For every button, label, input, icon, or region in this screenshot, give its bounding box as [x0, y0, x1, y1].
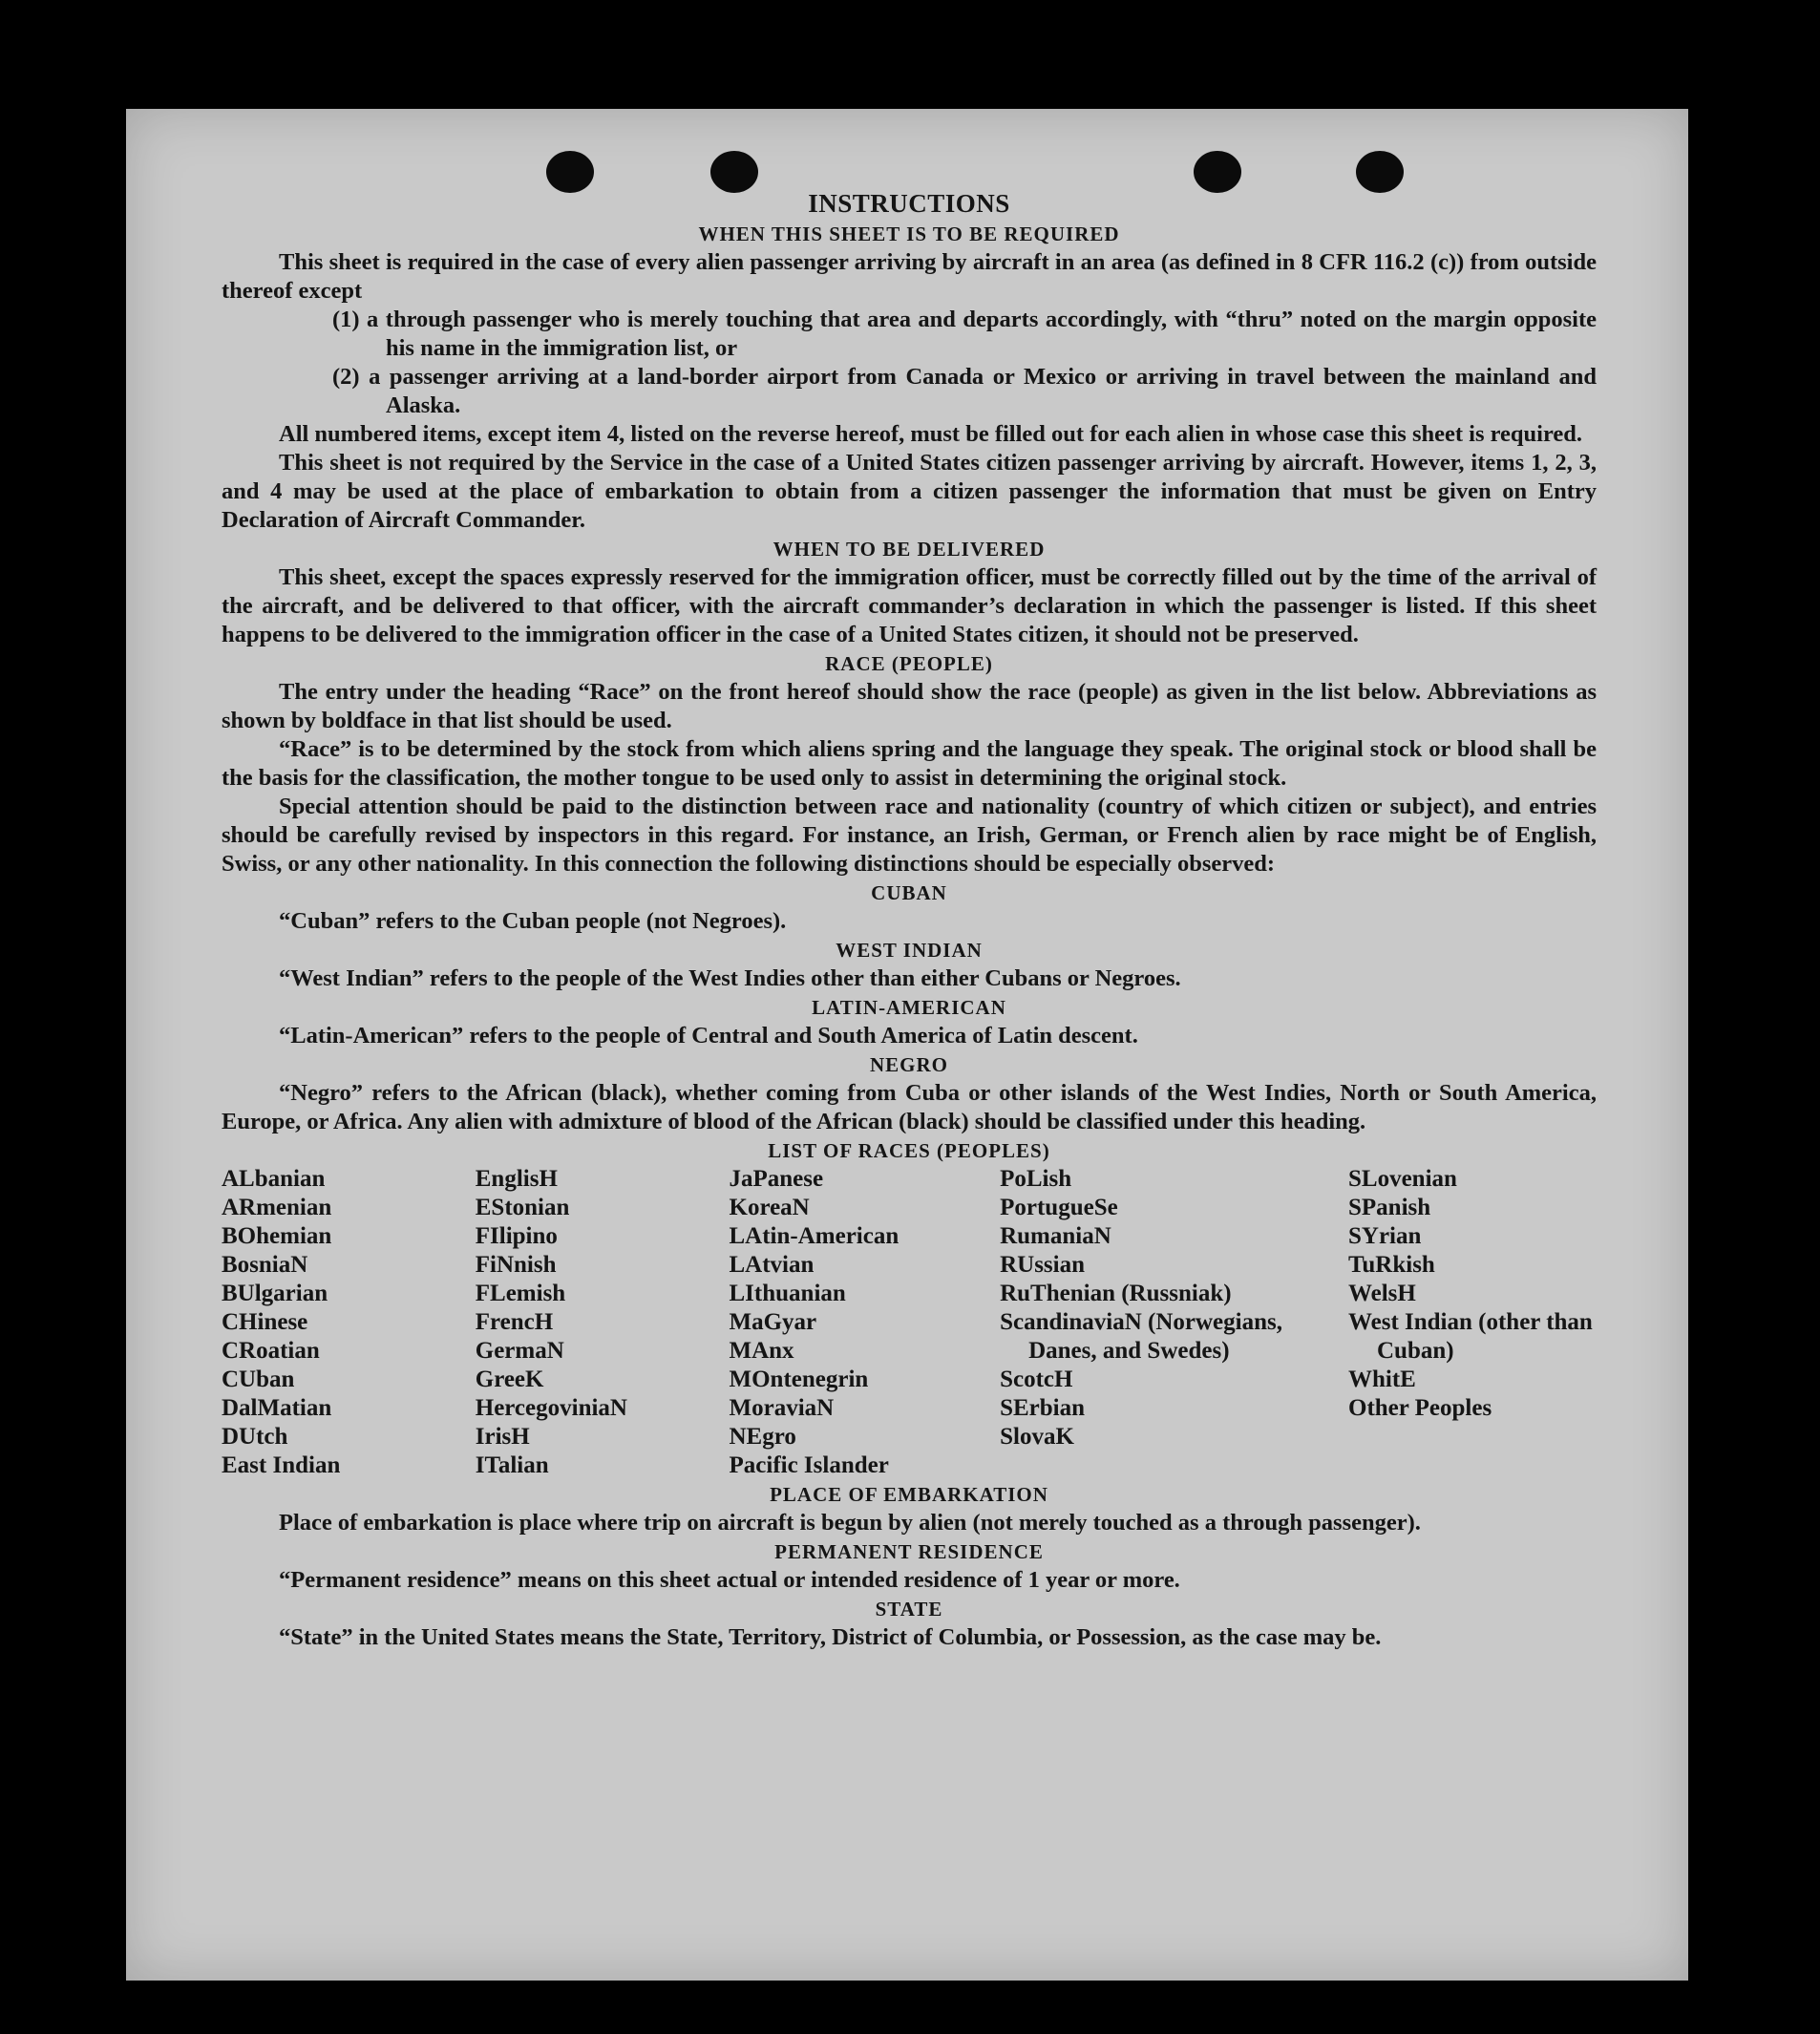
page-title: INSTRUCTIONS: [808, 189, 1010, 218]
race-item: BOhemian: [222, 1223, 332, 1249]
race-item: ScandinaviaN (Norwegians, Danes, and Swedes): [1000, 1309, 1282, 1364]
race-item: GreeK: [475, 1367, 544, 1392]
heading-negro: NEGRO: [869, 1053, 948, 1076]
races-table: [222, 1165, 1597, 1480]
list-item: (2) a passenger arriving at a land-border airport from Canada or Mexico or arriving in travel between the mainland and Alaska.: [332, 364, 1597, 418]
races-column-2: [476, 1165, 730, 1480]
race-item: FIlipino: [475, 1223, 558, 1249]
race-item: CUban: [222, 1367, 295, 1392]
race-item: IrisH: [475, 1424, 530, 1450]
race-item: DUtch: [222, 1424, 288, 1450]
race-item: CHinese: [222, 1309, 308, 1335]
race-item: BUlgarian: [222, 1281, 328, 1306]
race-item: MOntenegrin: [729, 1367, 869, 1392]
races-column-4: [1000, 1165, 1348, 1480]
document-body: [222, 189, 1597, 1652]
heading-when-required: WHEN THIS SHEET IS TO BE REQUIRED: [698, 222, 1120, 245]
race-item: GermaN: [475, 1338, 564, 1364]
heading-cuban: CUBAN: [871, 881, 947, 904]
paragraph: “Cuban” refers to the Cuban people (not Negroes).: [279, 908, 787, 934]
race-item: Pacific Islander: [729, 1452, 889, 1478]
race-item: ARmenian: [222, 1195, 332, 1220]
race-item: DalMatian: [222, 1395, 332, 1421]
heading-west-indian: WEST INDIAN: [836, 939, 983, 962]
race-item: PortugueSe: [1000, 1195, 1118, 1220]
race-item: RUssian: [1000, 1252, 1086, 1278]
heading-when-delivered: WHEN TO BE DELIVERED: [772, 538, 1046, 561]
race-item: CRoatian: [222, 1338, 320, 1364]
heading-state: STATE: [875, 1598, 943, 1621]
race-item: SErbian: [1000, 1395, 1086, 1421]
document-sheet: [126, 109, 1688, 1981]
race-item: MAnx: [729, 1338, 794, 1364]
race-item: FLemish: [475, 1281, 566, 1306]
race-item: East Indian: [222, 1452, 341, 1478]
heading-embarkation: PLACE OF EMBARKATION: [770, 1483, 1048, 1506]
paragraph: “State” in the United States means the State, Territory, District of Columbia, or Possession, as the case may be.: [279, 1624, 1382, 1650]
paragraph: This sheet, except the spaces expressly reserved for the immigration officer, must be correctly filled out by the time of the arrival of the aircraft, and be delivered to that officer, with the aircraft commander’s declaration in which the passenger is listed. If this sheet happens to be delivered to the immigration officer in the case of a United States citizen, it should not be preserved.: [222, 564, 1597, 647]
paragraph: This sheet is not required by the Service in the case of a United States citizen passenger arriving by aircraft. However, items 1, 2, 3, and 4 may be used at the place of embarkation to obtain from a citizen passenger the information that must be given on Entry Declaration of Aircraft Commander.: [222, 450, 1597, 533]
race-item: MaGyar: [729, 1309, 817, 1335]
race-item: LIthuanian: [729, 1281, 846, 1306]
race-item: BosniaN: [222, 1252, 308, 1278]
paragraph: Special attention should be paid to the distinction between race and nationality (country of which citizen or subject), and entries should be carefully revised by inspectors in this regard. For instance, an Irish, German, or French alien by race might be of English, Swiss, or any other nationality. In this connection the following distinctions should be especially observed:: [222, 794, 1597, 877]
paragraph: Place of embarkation is place where trip on aircraft is begun by alien (not merely touched as a through passenger).: [279, 1510, 1421, 1536]
race-item: RumaniaN: [1000, 1223, 1111, 1249]
race-item: WhitE: [1348, 1367, 1416, 1392]
paragraph: “Race” is to be determined by the stock from which aliens spring and the language they speak. The original stock or blood shall be the basis for the classification, the mother tongue to be used only to assist in determining the original stock.: [222, 736, 1597, 791]
race-item: LAtvian: [729, 1252, 815, 1278]
paragraph: “Latin-American” refers to the people of Central and South America of Latin descent.: [279, 1023, 1138, 1049]
race-item: KoreaN: [729, 1195, 810, 1220]
punch-hole: [546, 151, 594, 193]
race-item: FiNnish: [475, 1252, 557, 1278]
race-item: West Indian (other than Cuban): [1348, 1309, 1593, 1364]
heading-list-of-races: LIST OF RACES (PEOPLES): [768, 1139, 1050, 1162]
race-item: SYrian: [1348, 1223, 1422, 1249]
race-item: ALbanian: [222, 1166, 326, 1192]
race-item: HercegoviniaN: [475, 1395, 627, 1421]
race-item: EnglisH: [475, 1166, 558, 1192]
paragraph: “Negro” refers to the African (black), whether coming from Cuba or other islands of the West Indies, North or South America, Europe, or Africa. Any alien with admixture of blood of the African (black) should be classified under this heading.: [222, 1080, 1597, 1134]
paragraph: “Permanent residence” means on this sheet actual or intended residence of 1 year or more.: [279, 1567, 1180, 1593]
heading-race: RACE (PEOPLE): [825, 652, 993, 675]
race-item: RuThenian (Russniak): [1000, 1281, 1232, 1306]
punch-hole: [1194, 151, 1241, 193]
race-item: LAtin-American: [729, 1223, 899, 1249]
race-item: SPanish: [1348, 1195, 1431, 1220]
punch-hole: [710, 151, 758, 193]
race-item: JaPanese: [729, 1166, 824, 1192]
paragraph: All numbered items, except item 4, listed on the reverse hereof, must be filled out for each alien in whose case this sheet is required.: [279, 421, 1583, 447]
paragraph: This sheet is required in the case of every alien passenger arriving by aircraft in an area (as defined in 8 CFR 116.2 (c)) from outside thereof except: [222, 249, 1597, 304]
heading-latin-american: LATIN-AMERICAN: [812, 996, 1006, 1019]
heading-permanent-residence: PERMANENT RESIDENCE: [774, 1540, 1044, 1563]
punch-hole: [1356, 151, 1404, 193]
list-item: (1) a through passenger who is merely touching that area and departs accordingly, with “thru” noted on the margin opposite his name in the immigration list, or: [332, 307, 1597, 361]
race-item: WelsH: [1348, 1281, 1416, 1306]
race-item: TuRkish: [1348, 1252, 1435, 1278]
race-item: EStonian: [475, 1195, 570, 1220]
paragraph: The entry under the heading “Race” on the front hereof should show the race (people) as given in the list below. Abbreviations as shown by boldface in that list should be used.: [222, 679, 1597, 733]
race-item: FrencH: [475, 1309, 554, 1335]
races-column-1: [222, 1165, 476, 1480]
races-column-5: [1348, 1165, 1597, 1480]
race-item: NEgro: [729, 1424, 796, 1450]
paragraph: “West Indian” refers to the people of the West Indies other than either Cubans or Negroes.: [279, 965, 1181, 991]
race-item: PoLish: [1000, 1166, 1072, 1192]
race-item: ScotcH: [1000, 1367, 1073, 1392]
race-item: SLovenian: [1348, 1166, 1457, 1192]
race-item: ITalian: [475, 1452, 549, 1478]
race-item: Other Peoples: [1348, 1395, 1492, 1421]
race-item: MoraviaN: [729, 1395, 835, 1421]
race-item: SlovaK: [1000, 1424, 1074, 1450]
races-column-3: [730, 1165, 1001, 1480]
